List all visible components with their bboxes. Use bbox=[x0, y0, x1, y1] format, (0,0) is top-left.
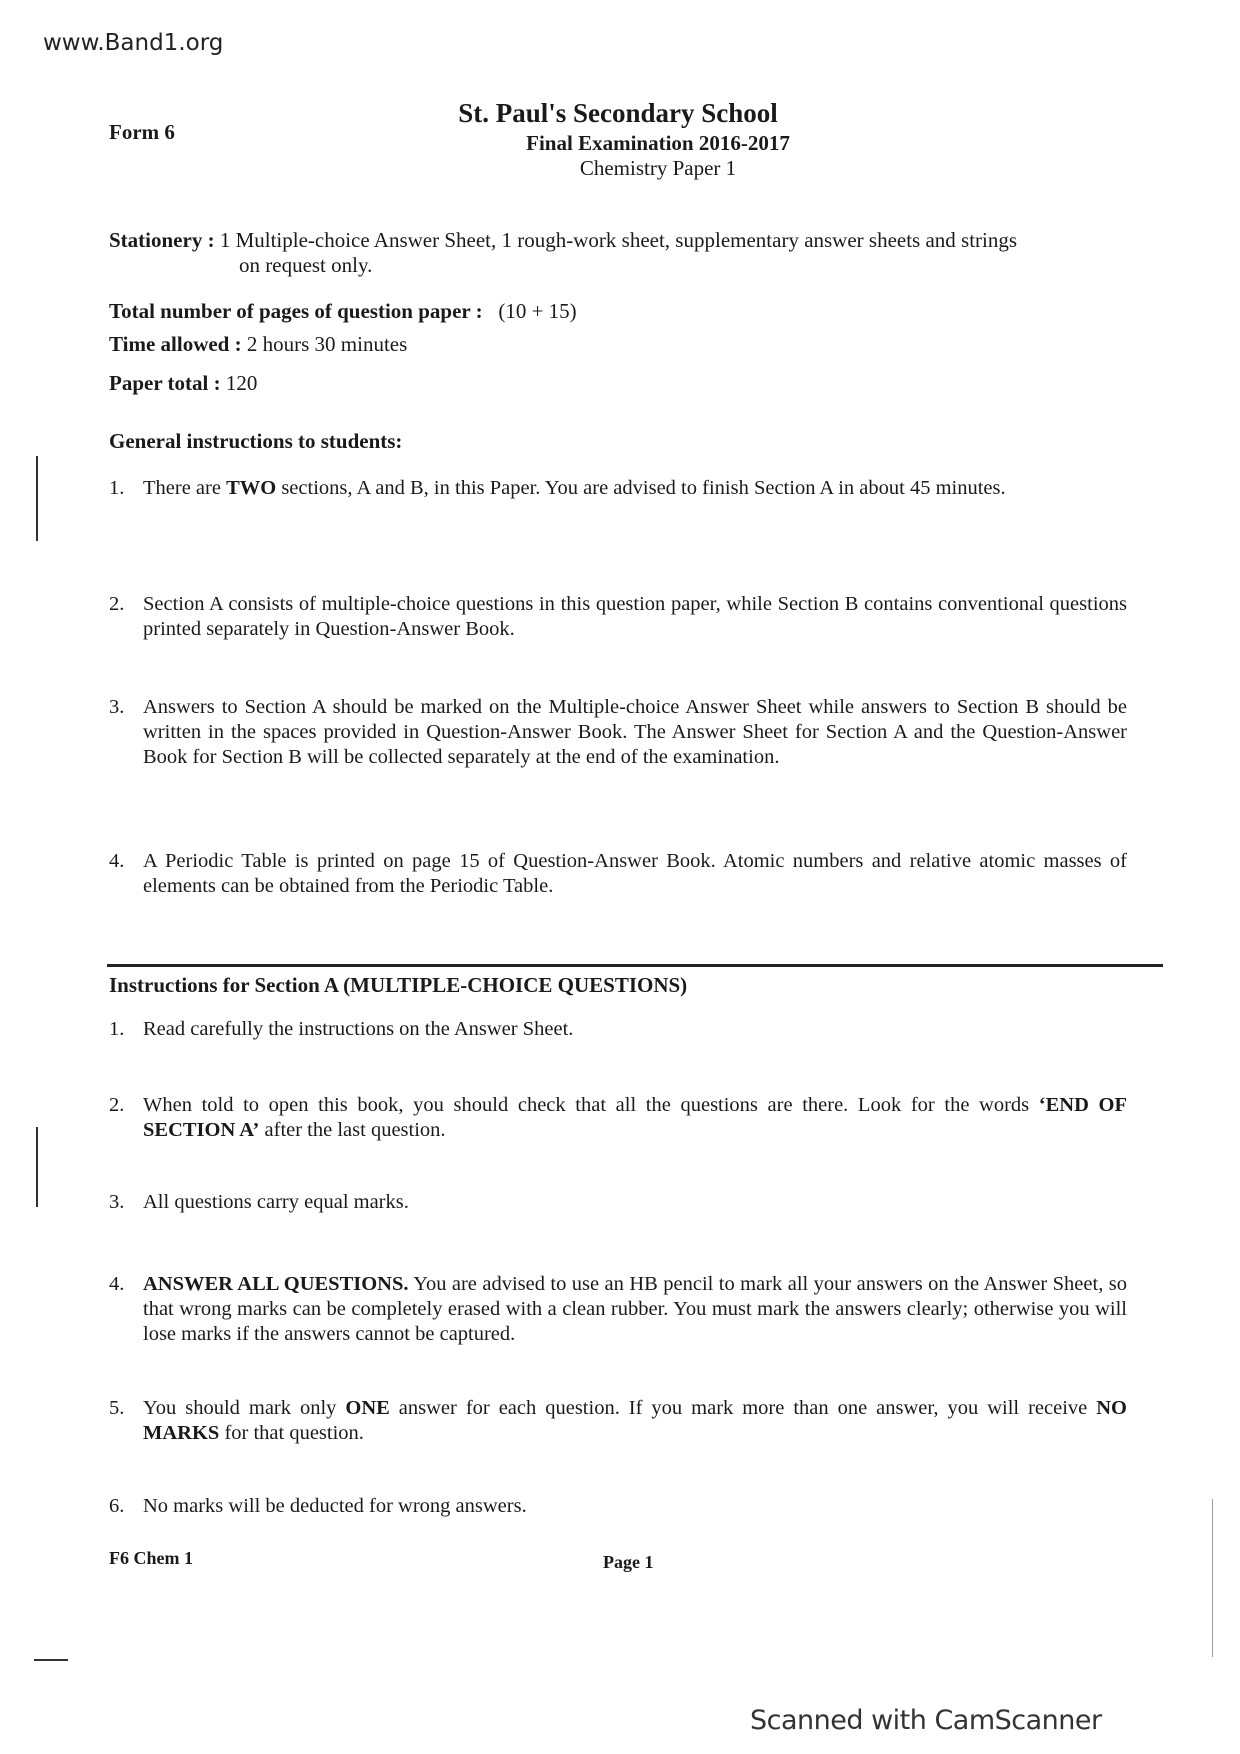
pages-line bbox=[109, 299, 577, 324]
item-text bbox=[143, 1017, 1127, 1042]
footer-page: Page 1 bbox=[603, 1552, 654, 1572]
item-number: 3. bbox=[109, 696, 125, 718]
total-label: Paper total : bbox=[109, 371, 221, 395]
item-number: 6. bbox=[109, 1495, 125, 1517]
item-text bbox=[143, 1190, 1127, 1215]
item-text bbox=[143, 476, 1127, 501]
total-value: 120 bbox=[225, 371, 258, 395]
emphasis-text: ONE bbox=[345, 1397, 390, 1419]
time-label: Time allowed : bbox=[109, 332, 242, 356]
stationery-value-cont: on request only. bbox=[239, 253, 373, 277]
emphasis-text: ‘END OF SECTION A’ bbox=[143, 1094, 1128, 1141]
instruction-item bbox=[109, 1017, 1127, 1042]
emphasis-text: NO MARKS bbox=[143, 1397, 1127, 1444]
instruction-item bbox=[109, 695, 1127, 770]
section-divider bbox=[107, 964, 1163, 967]
form-label: Form 6 bbox=[109, 120, 175, 144]
emphasis-text: ANSWER ALL QUESTIONS. bbox=[143, 1273, 409, 1295]
text-segment: Read carefully the instructions on the Answer Sheet. bbox=[143, 1018, 574, 1040]
section-a-heading: Instructions for Section A (MULTIPLE-CHOICE QUESTIONS) bbox=[109, 973, 688, 997]
instruction-item bbox=[109, 1093, 1127, 1143]
text-segment: When told to open this book, you should check that all the questions are there. Look for the words bbox=[143, 1094, 1039, 1116]
item-text bbox=[143, 1272, 1127, 1347]
school-name: St. Paul's Secondary School bbox=[458, 98, 778, 128]
footer-code: F6 Chem 1 bbox=[109, 1548, 193, 1568]
emphasis-text: TWO bbox=[226, 477, 277, 499]
scan-mark bbox=[36, 456, 38, 541]
exam-title: Final Examination 2016-2017 bbox=[526, 131, 790, 155]
text-segment: Section A consists of multiple-choice questions in this question paper, while Section B contains conventional questions printed separately in Question-Answer Book. bbox=[143, 593, 1127, 640]
item-number: 2. bbox=[109, 593, 125, 615]
item-number: 3. bbox=[109, 1191, 125, 1213]
stationery-label: Stationery : bbox=[109, 228, 215, 252]
item-number: 4. bbox=[109, 1273, 125, 1295]
camscanner-label: Scanned with CamScanner bbox=[750, 1705, 1102, 1736]
text-segment: You are advised to use an HB pencil to mark all your answers on the Answer Sheet, so that wrong marks can be completely erased with a clean rubber. You must mark the answers clearly; otherwise you will lose marks if the answers cannot be captured. bbox=[143, 1273, 1127, 1345]
item-number: 2. bbox=[109, 1094, 125, 1116]
text-segment: for that question. bbox=[219, 1422, 364, 1444]
text-segment: sections, A and B, in this Paper. You are advised to finish Section A in about 45 minutes. bbox=[276, 477, 1006, 499]
item-text bbox=[143, 1093, 1127, 1143]
text-segment: You should mark only bbox=[143, 1397, 346, 1419]
instruction-item bbox=[109, 849, 1127, 899]
item-text bbox=[143, 1396, 1127, 1446]
instruction-item bbox=[109, 1190, 1127, 1215]
instruction-item bbox=[109, 1396, 1127, 1446]
text-segment: All questions carry equal marks. bbox=[143, 1191, 409, 1213]
text-segment: No marks will be deducted for wrong answers. bbox=[143, 1495, 527, 1517]
general-heading: General instructions to students: bbox=[109, 429, 403, 453]
item-text bbox=[143, 695, 1127, 770]
instruction-item bbox=[109, 1494, 1127, 1519]
text-segment: A Periodic Table is printed on page 15 of Question-Answer Book. Atomic numbers and relative atomic masses of elements can be obtained from the Periodic Table. bbox=[143, 850, 1127, 897]
scan-mark bbox=[36, 1127, 38, 1207]
pages-value: (10 + 15) bbox=[498, 299, 577, 323]
item-text bbox=[143, 849, 1127, 899]
total-line bbox=[109, 371, 257, 396]
item-number: 5. bbox=[109, 1397, 125, 1419]
item-number: 4. bbox=[109, 850, 125, 872]
text-segment: after the last question. bbox=[259, 1119, 446, 1141]
scan-mark bbox=[34, 1659, 68, 1661]
instruction-item bbox=[109, 476, 1127, 501]
stationery-value: 1 Multiple-choice Answer Sheet, 1 rough-work sheet, supplementary answer sheets and strings bbox=[219, 228, 1018, 252]
item-number: 1. bbox=[109, 1018, 125, 1040]
time-value: 2 hours 30 minutes bbox=[246, 332, 408, 356]
watermark: www.Band1.org bbox=[43, 30, 224, 56]
item-number: 1. bbox=[109, 477, 125, 499]
pages-label: Total number of pages of question paper : bbox=[109, 299, 483, 323]
item-text bbox=[143, 592, 1127, 642]
text-segment: There are bbox=[143, 477, 227, 499]
scan-mark bbox=[1212, 1499, 1213, 1657]
text-segment: Answers to Section A should be marked on the Multiple-choice Answer Sheet while answers to Section B should be written in the spaces provided in Question-Answer Book. The Answer Sheet for Section A and the Question-Answer Book for Section B will be collected separately at the end of the examination. bbox=[143, 696, 1127, 768]
text-segment: answer for each question. If you mark more than one answer, you will receive bbox=[389, 1397, 1097, 1419]
item-text bbox=[143, 1494, 1127, 1519]
instruction-item bbox=[109, 592, 1127, 642]
stationery-line bbox=[109, 228, 1017, 253]
paper-title: Chemistry Paper 1 bbox=[579, 156, 737, 180]
time-line bbox=[109, 332, 407, 357]
instruction-item bbox=[109, 1272, 1127, 1347]
